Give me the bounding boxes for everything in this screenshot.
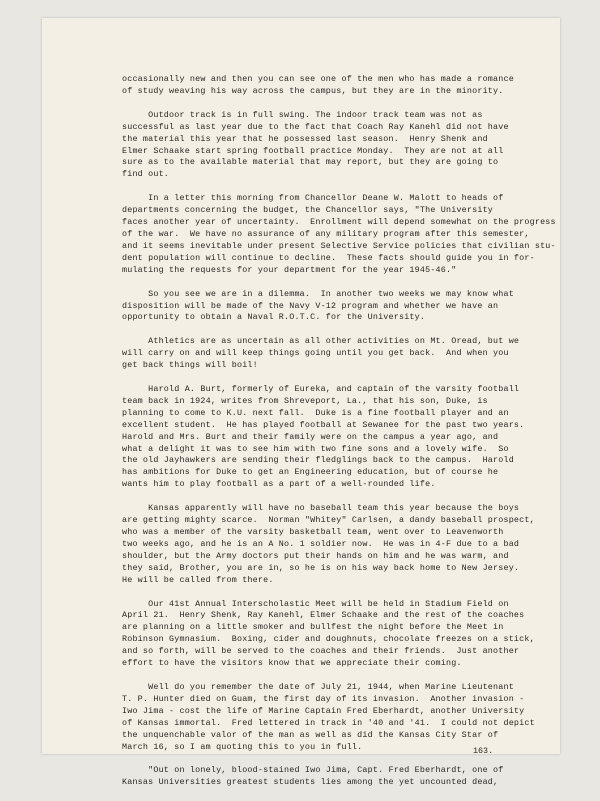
- text-line: He will be called from there.: [122, 574, 274, 585]
- text-line: Iwo Jima - cost the life of Marine Captain Fred Eberhardt, another University: [122, 705, 525, 716]
- paragraph: [122, 336, 562, 372]
- text-line: team back in 1924, writes from Shreveport, La., that his son, Duke, is: [122, 395, 488, 406]
- paragraph: [122, 289, 562, 325]
- document-page: [42, 18, 560, 788]
- text-line: Robinson Gymnasium. Boxing, cider and doughnuts, chocolate freezes on a stick,: [122, 634, 535, 645]
- text-line: Kansas apparently will have no baseball team this year because the boys: [122, 503, 520, 514]
- text-line: Outdoor track is in full swing. The indoor track team was not as: [122, 109, 483, 120]
- text-line: Elmer Schaake start spring football practice Monday. They are not at all: [122, 145, 504, 156]
- text-line: of study weaving his way across the campus, but they are in the minority.: [122, 85, 504, 96]
- text-line: Harold A. Burt, formerly of Eureka, and captain of the varsity football: [122, 384, 520, 395]
- text-line: has ambitions for Duke to get an Engineering education, but of course he: [122, 467, 499, 478]
- text-line: of Kansas immortal. Fred lettered in track in '40 and '41. I could not depict: [122, 717, 535, 728]
- text-line: Harold and Mrs. Burt and their family were on the campus a year ago, and: [122, 431, 499, 442]
- text-line: and so forth, will be served to the coaches and their friends. Just another: [122, 646, 520, 657]
- text-line: effort to have the visitors know that we appreciate their coming.: [122, 658, 462, 669]
- paragraph: [122, 682, 562, 753]
- text-line: So you see we are in a dilemma. In another two weeks we may know what: [122, 288, 514, 299]
- text-line: Athletics are as uncertain as all other activities on Mt. Oread, but we: [122, 336, 520, 347]
- text-line: departments concerning the budget, the Chancellor says, "The University: [122, 205, 494, 216]
- paragraph: [122, 599, 562, 670]
- text-line: wants him to play football as a part of a well-rounded life.: [122, 479, 436, 490]
- text-line: the unquenchable valor of the man as well as did the Kansas City Star of: [122, 729, 499, 740]
- paragraph: [122, 74, 562, 98]
- text-line: the old Jayhawkers are sending their fledglings back to the campus. Harold: [122, 455, 514, 466]
- text-line: successful as last year due to the fact that Coach Ray Kanehl did not have: [122, 121, 509, 132]
- text-line: what a delight it was to see him with two fine sons and a lovely wife. So: [122, 443, 509, 454]
- paragraph: [122, 193, 562, 276]
- text-line: sure as to the available material that may report, but they are going to: [122, 157, 499, 168]
- paragraph: [122, 765, 562, 789]
- text-line: shoulder, but the Army doctors put their hands on him and he was warm, and: [122, 550, 509, 561]
- text-line: Kansas Universities greatest students lies among the yet uncounted dead,: [122, 777, 499, 788]
- text-line: Well do you remember the date of July 21, 1944, when Marine Lieutenant: [122, 681, 514, 692]
- text-line: mulating the requests for your department for the year 1945-46.": [122, 264, 457, 275]
- text-line: faces another year of uncertainty. Enrollment will depend somewhat on the progress: [122, 217, 556, 228]
- text-line: opportunity to obtain a Naval R.O.T.C. for the University.: [122, 312, 426, 323]
- text-line: of the war. We have no assurance of any military program after this semester,: [122, 228, 530, 239]
- text-line: are planning on a little smoker and bullfest the night before the Meet in: [122, 622, 504, 633]
- text-line: two weeks ago, and he is an A No. 1 soldier now. He was in 4-F due to a bad: [122, 538, 520, 549]
- paragraph: [122, 503, 562, 586]
- document-body: [122, 74, 562, 801]
- text-line: April 21. Henry Shenk, Ray Kanehl, Elmer Schaake and the rest of the coaches: [122, 610, 525, 621]
- text-line: occasionally new and then you can see one of the men who has made a romance: [122, 74, 514, 84]
- text-line: In a letter this morning from Chancellor Deane W. Malott to heads of: [122, 193, 504, 204]
- text-line: disposition will be made of the Navy V-12 program and whether we have an: [122, 300, 499, 311]
- paragraph: [122, 384, 562, 491]
- text-line: dent population will continue to decline. These facts should guide you in for-: [122, 252, 535, 263]
- text-line: planning to come to K.U. next fall. Duke is a fine football player and an: [122, 407, 509, 418]
- text-line: March 16, so I am quoting this to you in full.: [122, 741, 363, 752]
- text-line: will carry on and will keep things going until you get back. And when you: [122, 348, 509, 359]
- text-line: "Out on lonely, blood-stained Iwo Jima, Capt. Fred Eberhardt, one of: [122, 765, 504, 776]
- text-line: find out.: [122, 169, 170, 180]
- text-line: excellent student. He has played football at Sewanee for the past two years.: [122, 419, 525, 430]
- text-line: Our 41st Annual Interscholastic Meet will be held in Stadium Field on: [122, 598, 509, 609]
- text-line: are getting mighty scarce. Norman "Whitey" Carlsen, a dandy baseball prospect,: [122, 515, 535, 526]
- paragraph: [122, 110, 562, 181]
- text-line: who was a member of the varsity basketball team, went over to Leavenworth: [122, 527, 504, 537]
- text-line: and it seems inevitable under present Selective Service policies that civilian stu-: [122, 240, 556, 251]
- text-line: get back things will boil!: [122, 360, 258, 371]
- text-line: they said, Brother, you are in, so he is on his way back home to New Jersey.: [122, 562, 520, 573]
- text-line: T. P. Hunter died on Guam, the first day of its invasion. Another invasion -: [122, 693, 525, 704]
- text-line: the material this year that he possessed last season. Henry Shenk and: [122, 133, 488, 144]
- page-number: 163.: [473, 746, 494, 756]
